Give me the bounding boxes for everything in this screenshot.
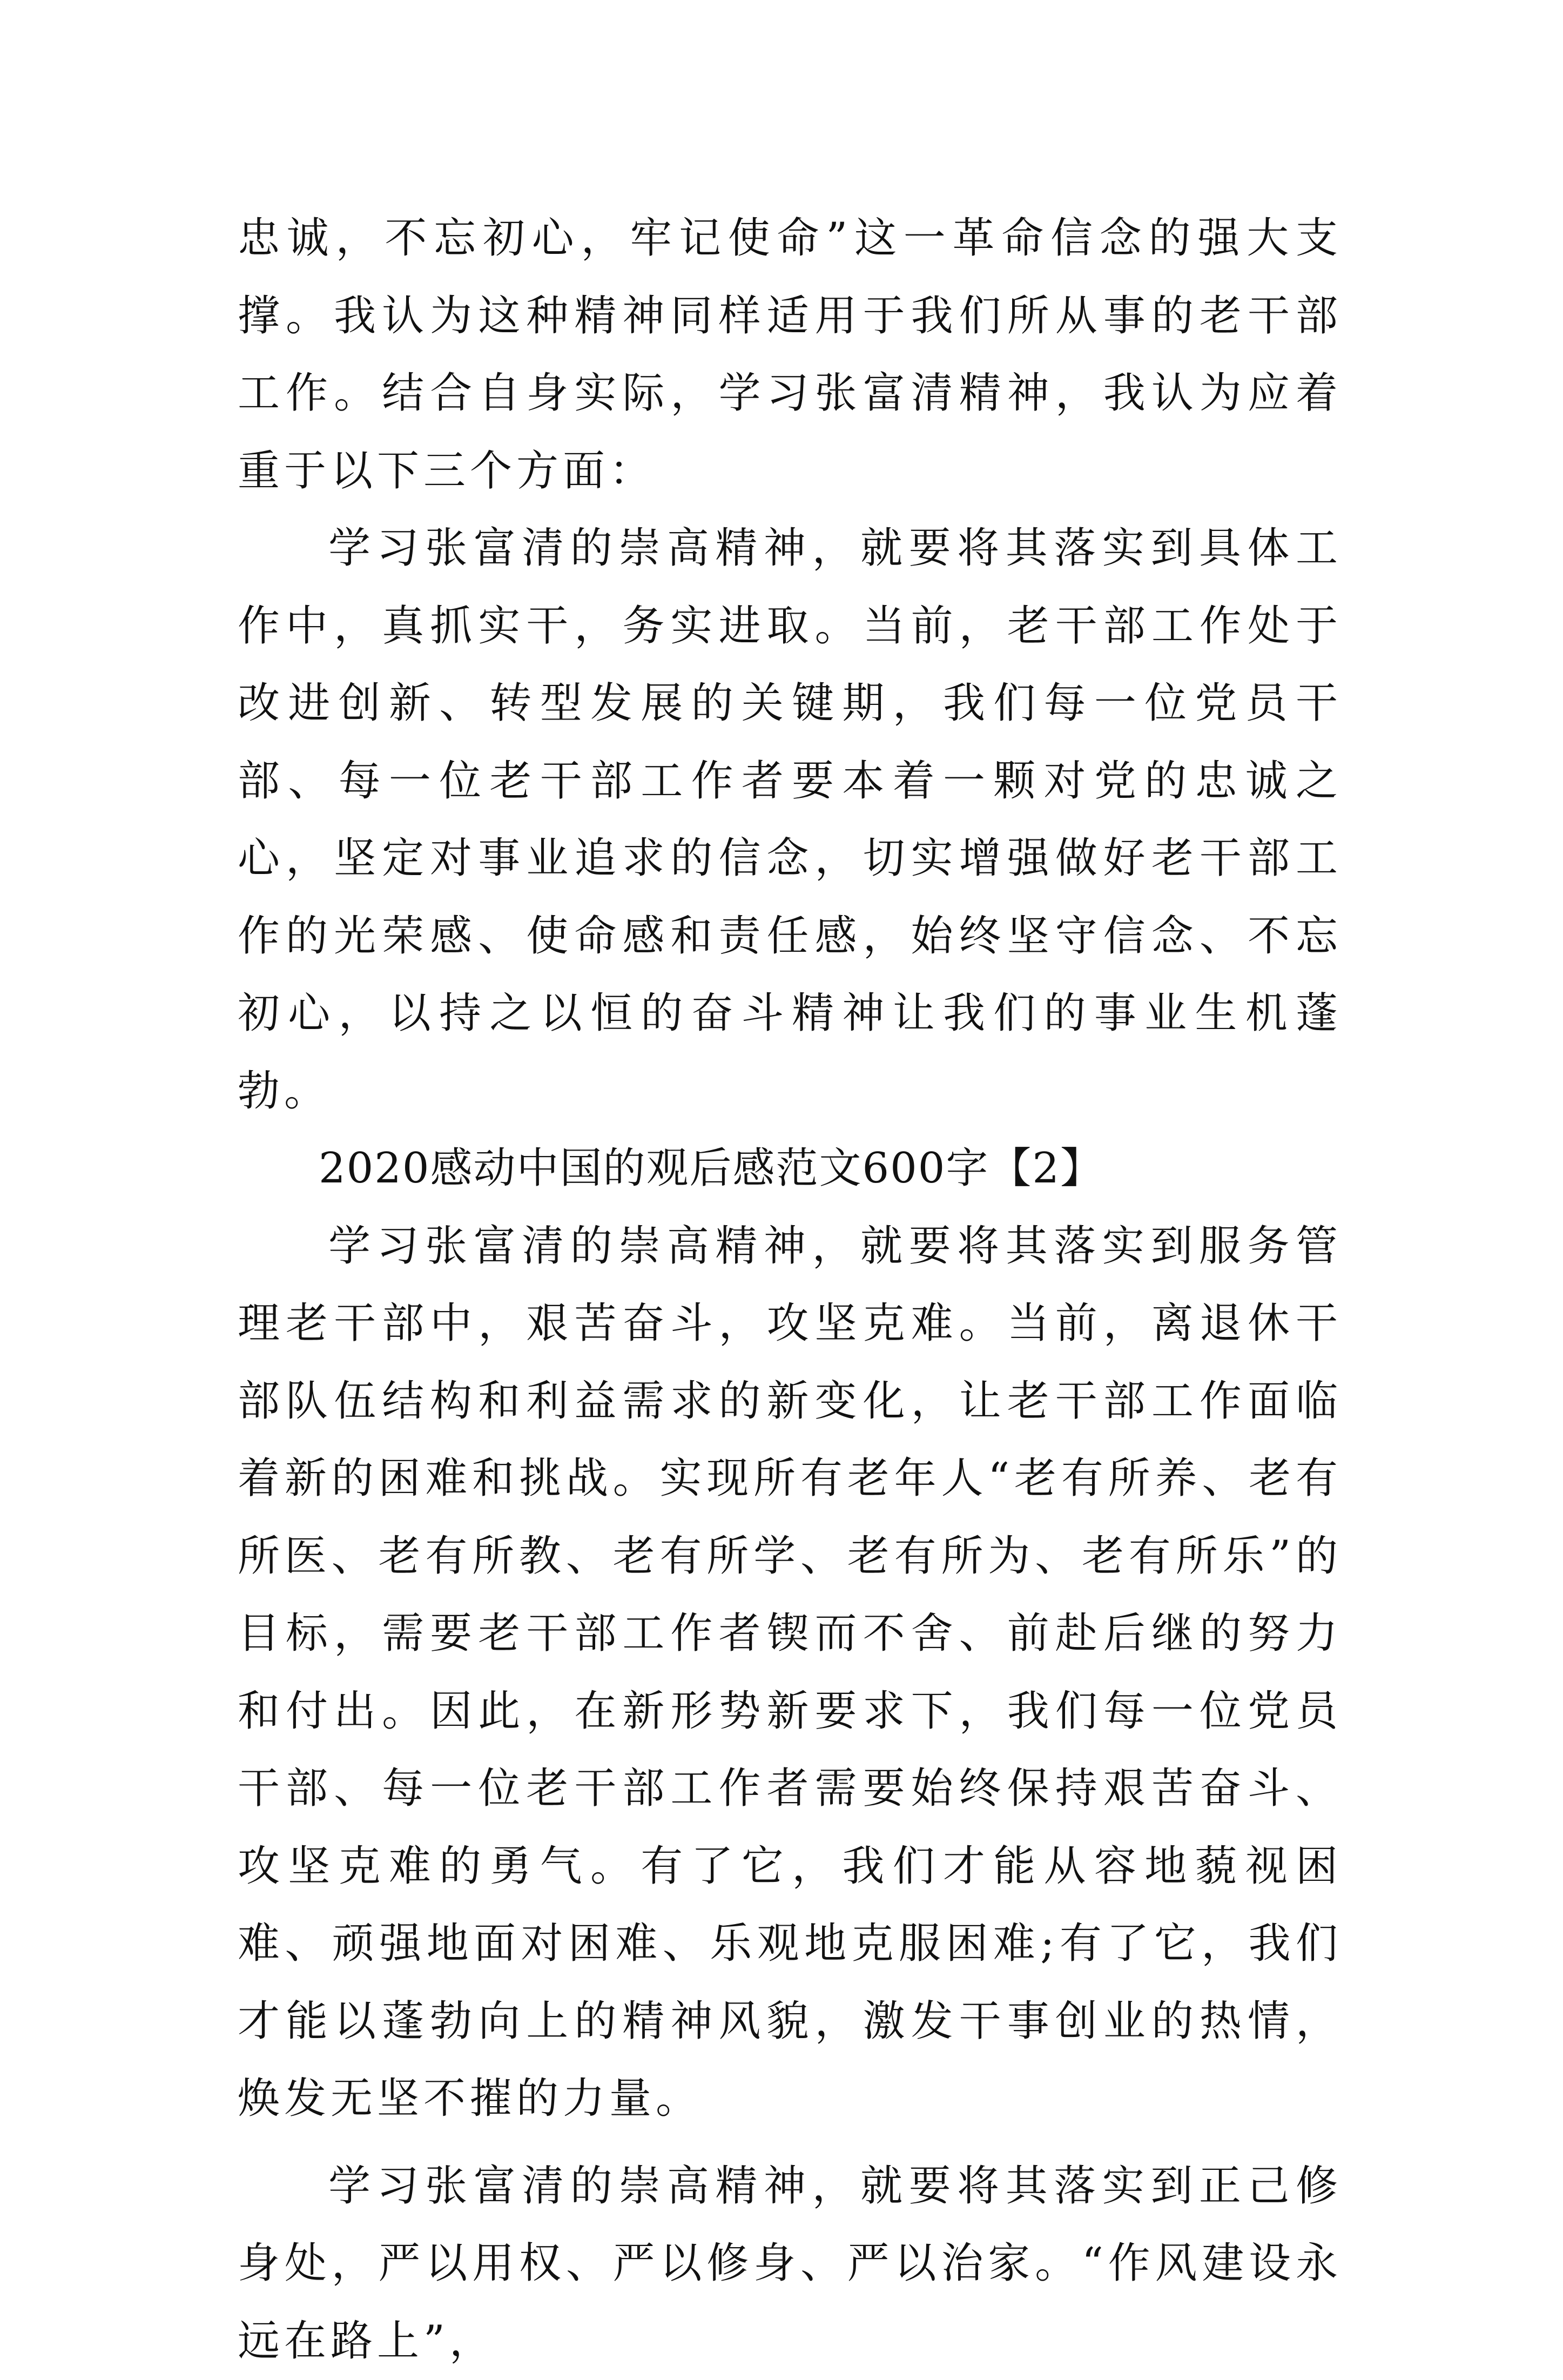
paragraph-4: 学习张富清的崇高精神，就要将其落实到正己修身处，严以用权、严以修身、严以治家。“作风建设永远在路上”， bbox=[238, 2148, 1342, 2380]
paragraph-2: 学习张富清的崇高精神，就要将其落实到具体工作中，真抓实干，务实进取。当前，老干部工作处于改进创新、转型发展的关键期，我们每一位党员干部、每一位老干部工作者要本着一颗对党的忠诚之心，坚定对事业追求的信念，切实增强做好老干部工作的光荣感、使命感和责任感，始终坚守信念、不忘初心，以持之以恒的奋斗精神让我们的事业生机蓬勃。 bbox=[238, 510, 1342, 1130]
document-body bbox=[238, 200, 1342, 2380]
paragraph-1: 忠诚，不忘初心，牢记使命”这一革命信念的强大支撑。我认为这种精神同样适用于我们所从事的老干部工作。结合自身实际，学习张富清精神，我认为应着重于以下三个方面： bbox=[238, 200, 1342, 510]
paragraph-3: 学习张富清的崇高精神，就要将其落实到服务管理老干部中，艰苦奋斗，攻坚克难。当前，离退休干部队伍结构和利益需求的新变化，让老干部工作面临着新的困难和挑战。实现所有老年人“老有所养、老有所医、老有所教、老有所学、老有所为、老有所乐”的目标，需要老干部工作者锲而不舍、前赴后继的努力和付出。因此，在新形势新要求下，我们每一位党员干部、每一位老干部工作者需要始终保持艰苦奋斗、攻坚克难的勇气。有了它，我们才能从容地藐视困难、顽强地面对困难、乐观地克服困难;有了它，我们才能以蓬勃向上的精神风貌，激发干事创业的热情，焕发无坚不摧的力量。 bbox=[238, 1208, 1342, 2138]
section-heading: 2020感动中国的观后感范文600字【2】 bbox=[238, 1130, 1342, 1208]
